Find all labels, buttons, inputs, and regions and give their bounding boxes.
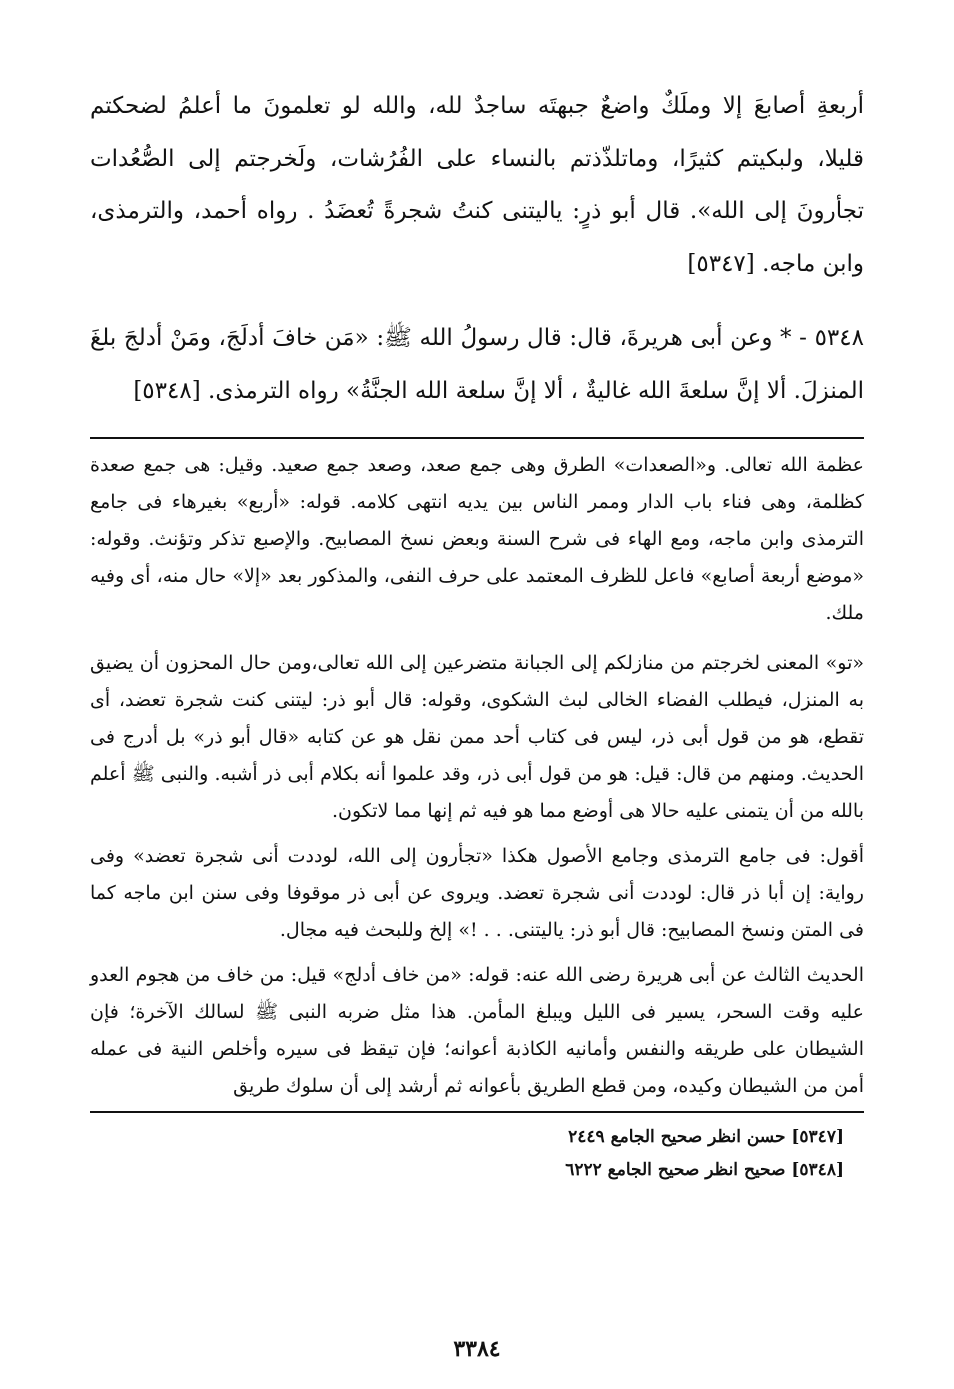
hadith-5348-text: ٥٣٤٨ - * وعن أبى هريرةَ، قال: قال رسولُ الله ﷺ: «مَن خافَ أدلَجَ، ومَنْ أدلجَ بلغَ المنزلَ. ألا إنَّ سلعةَ الله غاليةٌ ، ألا إنَّ سلعة الله الجنَّةُ» رواه الترمذى. [٥٣٤٨] [90,325,864,404]
commentary-paragraph: الحديث الثالث عن أبى هريرة رضى الله عنه: قوله: «من خاف أدلج» قيل: من خاف من هجوم العدو عليه وقت السحر، يسير فى الليل ويبلغ المأمن. هذا مثل ضربه النبى ﷺ لسالك الآخرة؛ فإن الشيطان على طريقه والنفس وأمانيه الكاذبة أعوانه؛ فإن تيقظ فى سيره وأخلص النية فى عمله أمن من الشيطان وكيده، ومن قطع الطريق بأعوانه ثم أرشد إلى أن سلوك طريق [90,964,864,1097]
footnote-divider [90,1111,864,1113]
commentary-paragraph: أقول: فى جامع الترمذى وجامع الأصول هكذا «تجأرون إلى الله، لوددت أنى شجرة تعضد» وفى رواية: إن أبا ذر قال: لوددت أنى شجرة تعضد. ويروى عن أبى ذر موقوفا وفى سنن ابن ماجه كما فى المتن ونسخ المصابيح: قال أبو ذر: ياليتنى. . . !» إلخ وللبحث فيه مجال. [90,845,864,941]
page-content [90,80,864,1187]
commentary-paragraph: «تو» المعنى لخرجتم من منازلكم إلى الجبانة متضرعين إلى الله تعالى،ومن حال المحزون أن يضيق به المنزل، فيطلب الفضاء الخالى لبث الشكوى، وقوله: قال أبو ذر: ليتنى كنت شجرة تعضد، أى تقطع، هو من قول أبى ذر، ليس فى كتاب أحد ممن نقل هو عن كتابه «قال أبو ذر» بل أدرج فى الحديث. ومنهم من قال: قيل: هو من قول أبى ذر، وقد علموا أنه بكلام أبى ذر أشبه. والنبى ﷺ أعلم بالله من أن يتمنى عليه حالا هى أوضع مما هو فيه ثم إنها مما لاتكون. [90,652,864,822]
footnote-5347: [٥٣٤٧] حسن انظر صحيح الجامع ٢٤٤٩ [568,1127,844,1147]
footnotes-section [90,1121,864,1187]
commentary-section [90,447,864,1105]
footnote-5348: [٥٣٤٨] صحيح انظر صحيح الجامع ٦٢٢٢ [565,1160,844,1180]
hadith-5347-text: أربعةِ أصابعَ إلا وملَكٌ واضعٌ جبهتَه ساجدٌ لله، والله لو تعلمونَ ما أعلمُ لضحكتم قليلا، ولبكيتم كثيرًا، وماتلذّذتم بالنساء على الفُرُشات، ولَخرجتم إلى الصُّعُدات تجأرونَ إلى الله». قال أبو ذرٍ: ياليتنى كنتُ شجرةً تُعضَدُ . رواه أحمد، والترمذى، وابن ماجه. [٥٣٤٧] [90,93,864,277]
main-text-divider [90,437,864,439]
commentary-paragraph: عظمة الله تعالى. و«الصعدات» الطرق وهى جمع صعد، وصعد جمع صعيد. وقيل: هى جمع صعدة كظلمة، وهى فناء باب الدار وممر الناس بين يديه انتهى كلامه. قوله: «أربع» بغيرهاء فى جامع الترمذى وابن ماجه، ومع الهاء فى شرح السنة وبعض نسخ المصابيح. والإصبع تذكر وتؤنث. وقوله: «موضع أربعة أصابع» فاعل للظرف المعتمد على حرف النفى، والمذكور بعد «إلا» حال منه، أى وفيه ملك. [90,454,864,624]
page-number: ٣٣٨٤ [453,1336,501,1362]
